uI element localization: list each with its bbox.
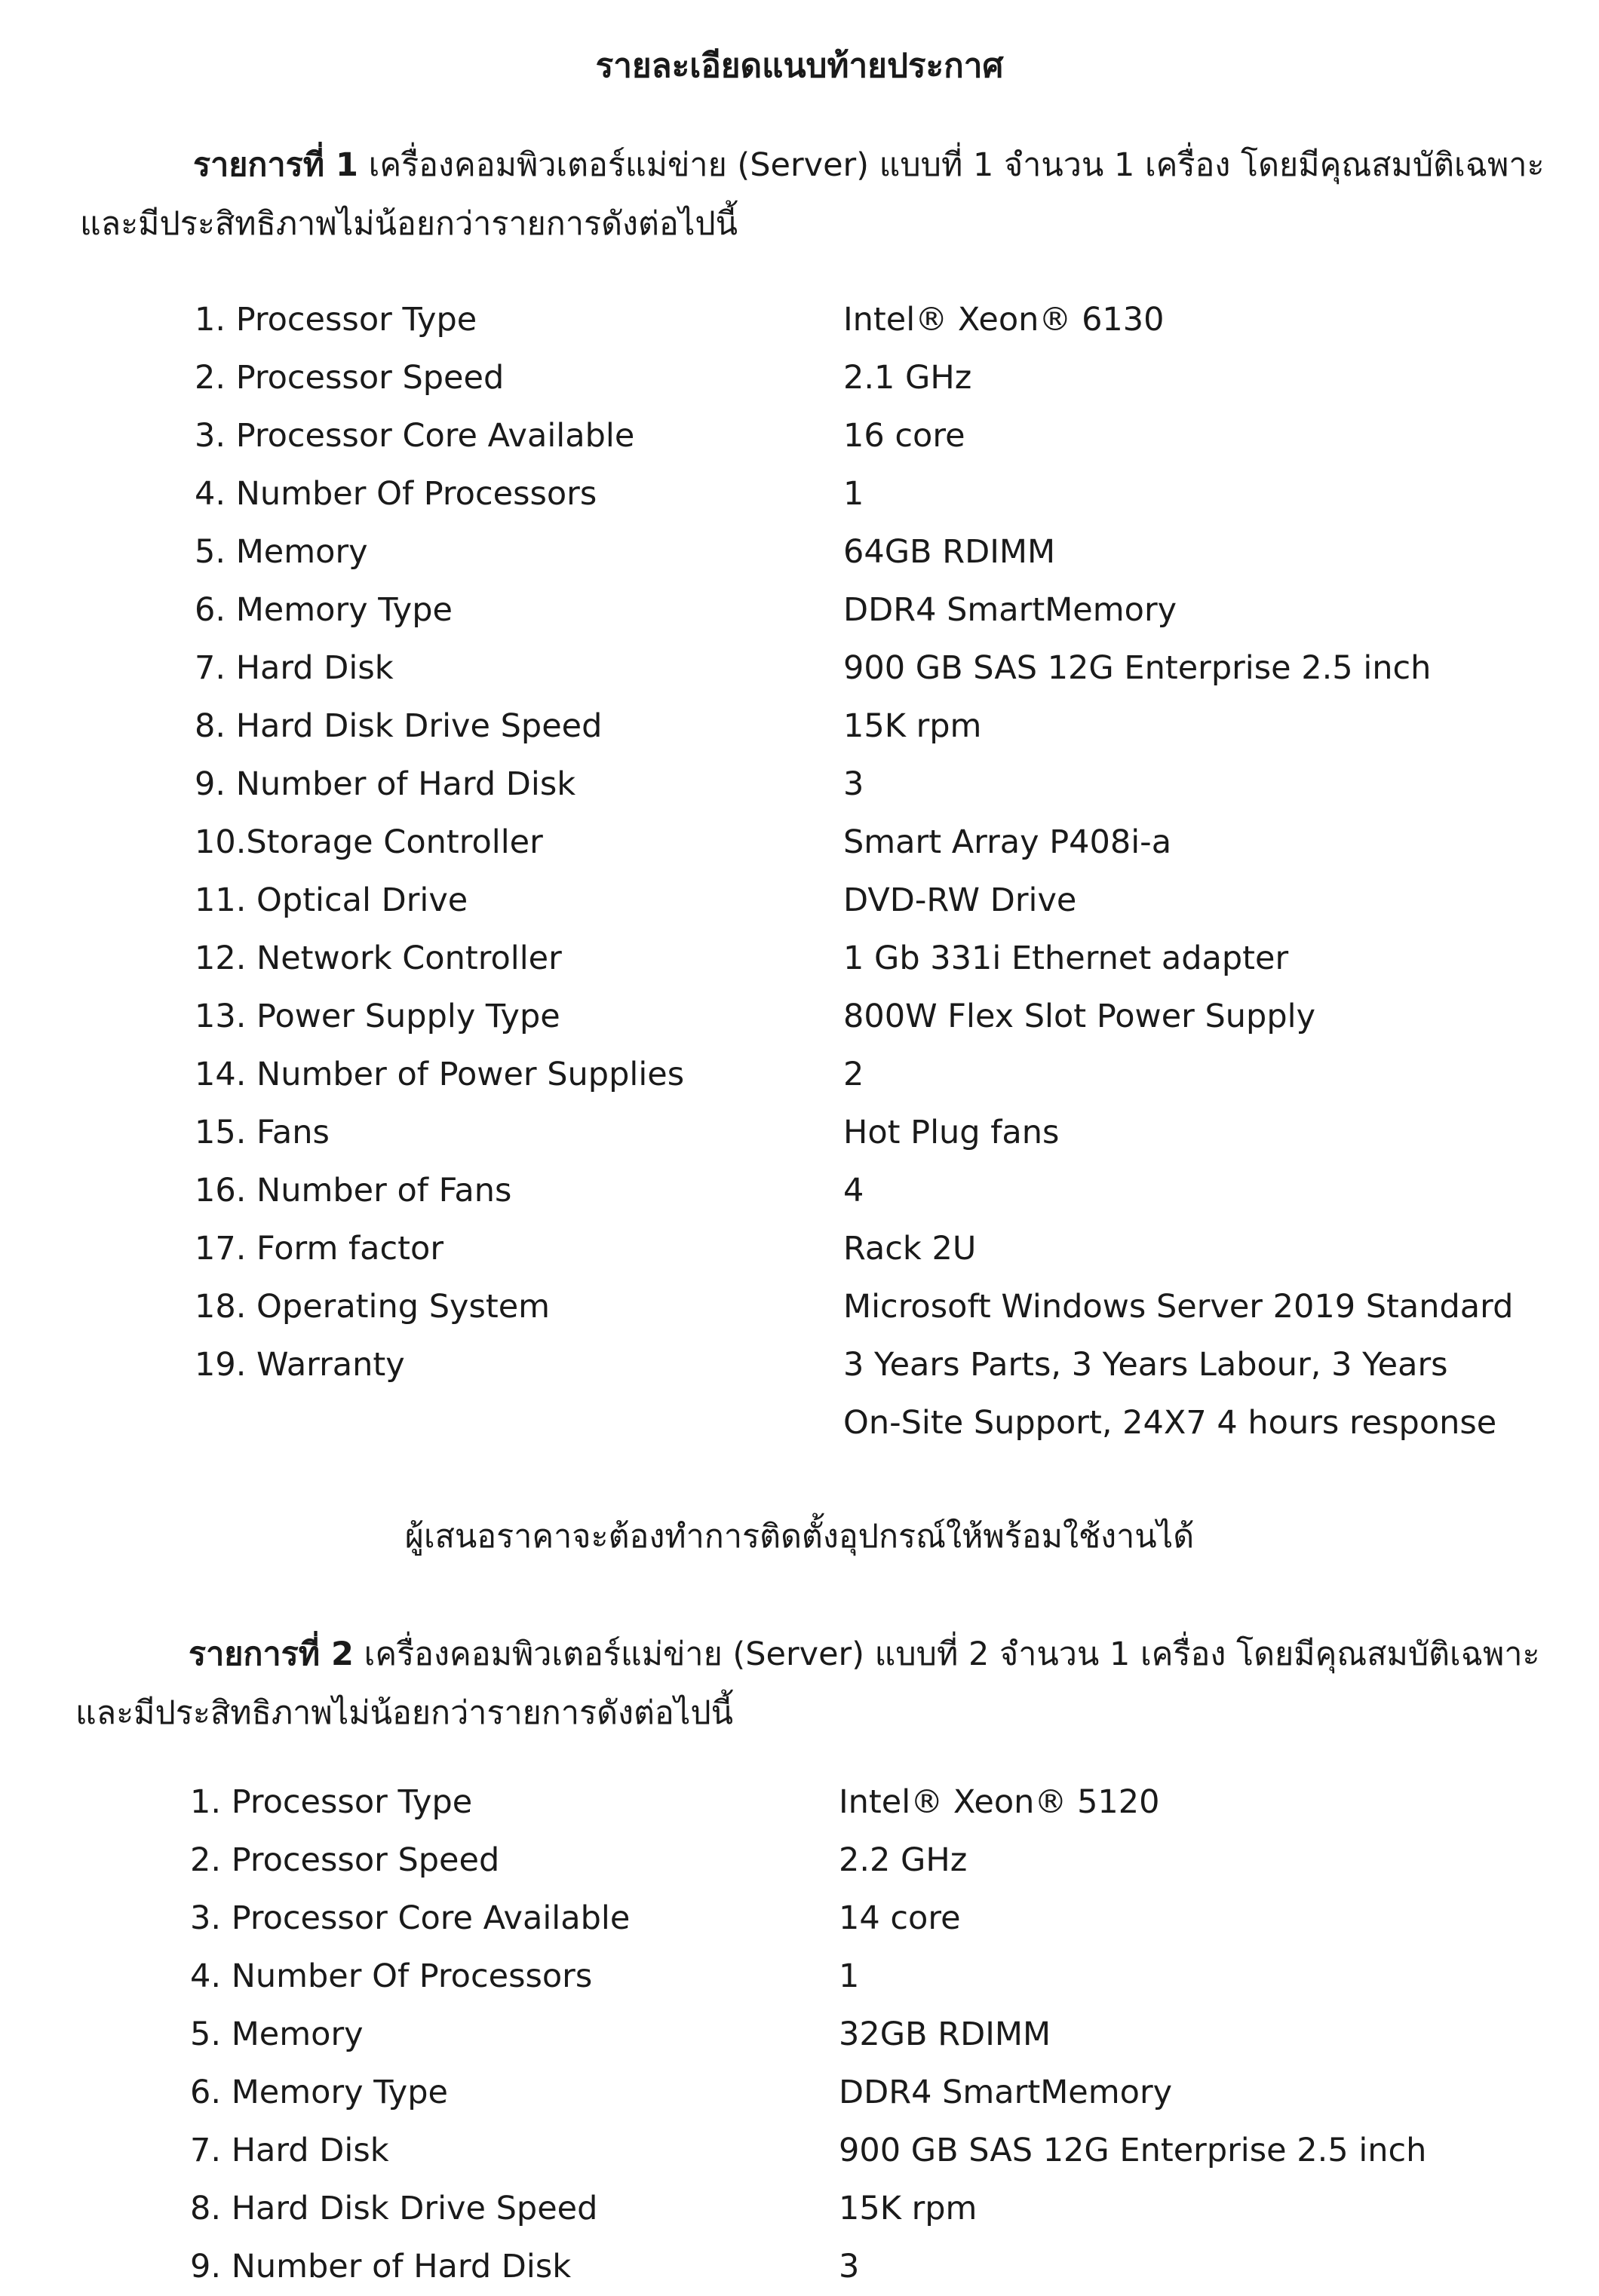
spec-row [195, 291, 1522, 349]
spec-label: 5. Memory [195, 533, 368, 571]
spec-value: 4 [843, 1172, 864, 1209]
spec-value: 16 core [843, 417, 965, 455]
spec-row [195, 1046, 1522, 1104]
item2-spec-list [190, 1773, 1518, 2296]
spec-row [195, 697, 1522, 756]
spec-label: 11. Optical Drive [195, 881, 468, 919]
spec-row [195, 523, 1522, 581]
spec-row [195, 1104, 1522, 1162]
spec-label: 12. Network Controller [195, 940, 562, 977]
spec-row [190, 1890, 1518, 1948]
spec-row [195, 988, 1522, 1046]
spec-row [190, 1773, 1518, 1832]
spec-value: 64GB RDIMM [843, 533, 1056, 571]
spec-label: 3. Processor Core Available [190, 1899, 631, 1937]
spec-value: 15K rpm [843, 707, 982, 745]
spec-row [195, 465, 1522, 523]
spec-label: 9. Number of Hard Disk [190, 2248, 572, 2285]
spec-value: 900 GB SAS 12G Enterprise 2.5 inch [843, 649, 1432, 687]
item2-intro [75, 1625, 1540, 1743]
spec-label: 4. Number Of Processors [190, 1957, 593, 1995]
spec-label: 8. Hard Disk Drive Speed [190, 2190, 598, 2227]
spec-row [195, 756, 1522, 814]
spec-value: 900 GB SAS 12G Enterprise 2.5 inch [839, 2132, 1427, 2169]
spec-value-continued: On-Site Support, 24X7 4 hours response [843, 1404, 1497, 1442]
spec-label: 9. Number of Hard Disk [195, 765, 576, 803]
spec-label: 5. Memory [190, 2016, 364, 2053]
item1-intro-text: เครื่องคอมพิวเตอร์แม่ข่าย (Server) แบบที่ 1 จำนวน 1 เครื่อง โดยมีคุณสมบัติเฉพาะ [368, 146, 1545, 184]
spec-label: 2. Processor Speed [195, 359, 505, 397]
spec-label: 8. Hard Disk Drive Speed [195, 707, 603, 745]
spec-label: 7. Hard Disk [190, 2132, 389, 2169]
spec-label: 15. Fans [195, 1114, 330, 1151]
spec-value: 1 [839, 1957, 860, 1995]
spec-row [190, 2238, 1518, 2296]
spec-label: 1. Processor Type [190, 1783, 473, 1821]
spec-value: 2.1 GHz [843, 359, 972, 397]
spec-row [190, 2064, 1518, 2122]
spec-value: 14 core [839, 1899, 961, 1937]
spec-value: 32GB RDIMM [839, 2016, 1051, 2053]
spec-value: 3 Years Parts, 3 Years Labour, 3 Years [843, 1346, 1448, 1384]
spec-row [195, 930, 1522, 988]
spec-value: Intel® Xeon® 5120 [839, 1783, 1160, 1821]
spec-row [195, 1336, 1522, 1452]
spec-value: 800W Flex Slot Power Supply [843, 998, 1316, 1035]
spec-value: Rack 2U [843, 1230, 977, 1268]
document-title: รายละเอียดแนบท้ายประกาศ [595, 47, 1004, 85]
install-note: ผู้เสนอราคาจะต้องทำการติดตั้งอุปกรณ์ให้พร้อมใช้งานได้ [404, 1518, 1195, 1556]
spec-row [190, 2180, 1518, 2238]
spec-value: 1 Gb 331i Ethernet adapter [843, 940, 1289, 977]
spec-row [195, 814, 1522, 872]
spec-label: 18. Operating System [195, 1288, 551, 1326]
item2-lead: รายการที่ 2 [189, 1635, 354, 1673]
spec-label: 3. Processor Core Available [195, 417, 635, 455]
spec-label: 6. Memory Type [195, 591, 453, 629]
spec-value: Microsoft Windows Server 2019 Standard [843, 1288, 1514, 1326]
spec-label: 16. Number of Fans [195, 1172, 512, 1209]
spec-label: 2. Processor Speed [190, 1841, 500, 1879]
spec-value: Intel® Xeon® 6130 [843, 301, 1165, 339]
spec-row [190, 2122, 1518, 2180]
spec-row [195, 407, 1522, 465]
item1-spec-list [195, 291, 1522, 1452]
spec-value: 1 [843, 475, 864, 513]
item1-lead: รายการที่ 1 [193, 146, 358, 184]
spec-value: DDR4 SmartMemory [843, 591, 1177, 629]
spec-value: 3 [843, 765, 864, 803]
spec-value: Hot Plug fans [843, 1114, 1060, 1151]
spec-value: DDR4 SmartMemory [839, 2074, 1173, 2111]
spec-value: 2.2 GHz [839, 1841, 968, 1879]
spec-label: 19. Warranty [195, 1346, 405, 1384]
spec-value: 2 [843, 1056, 864, 1093]
spec-label: 6. Memory Type [190, 2074, 449, 2111]
spec-value: DVD-RW Drive [843, 881, 1077, 919]
spec-value: Smart Array P408i-a [843, 823, 1172, 861]
spec-label: 17. Form factor [195, 1230, 444, 1268]
spec-row [195, 1162, 1522, 1220]
spec-label: 4. Number Of Processors [195, 475, 597, 513]
spec-row [195, 1278, 1522, 1336]
spec-row [190, 2006, 1518, 2064]
spec-row [195, 581, 1522, 639]
spec-row [190, 1832, 1518, 1890]
spec-row [190, 1948, 1518, 2006]
item2-intro-text: เครื่องคอมพิวเตอร์แม่ข่าย (Server) แบบที่ 2 จำนวน 1 เครื่อง โดยมีคุณสมบัติเฉพาะ [364, 1635, 1540, 1673]
item2-intro-line2: และมีประสิทธิภาพไม่น้อยกว่ารายการดังต่อไปนี้ [75, 1694, 734, 1732]
spec-row [195, 349, 1522, 407]
spec-row [195, 1220, 1522, 1278]
spec-row [195, 639, 1522, 697]
spec-label: 10.Storage Controller [195, 823, 543, 861]
spec-label: 7. Hard Disk [195, 649, 394, 687]
spec-label: 14. Number of Power Supplies [195, 1056, 685, 1093]
spec-label: 1. Processor Type [195, 301, 477, 339]
spec-value: 3 [839, 2248, 860, 2285]
item1-intro-line2: และมีประสิทธิภาพไม่น้อยกว่ารายการดังต่อไปนี้ [80, 205, 738, 243]
item1-intro [80, 136, 1545, 253]
spec-value: 15K rpm [839, 2190, 978, 2227]
spec-label: 13. Power Supply Type [195, 998, 560, 1035]
spec-row [195, 872, 1522, 930]
